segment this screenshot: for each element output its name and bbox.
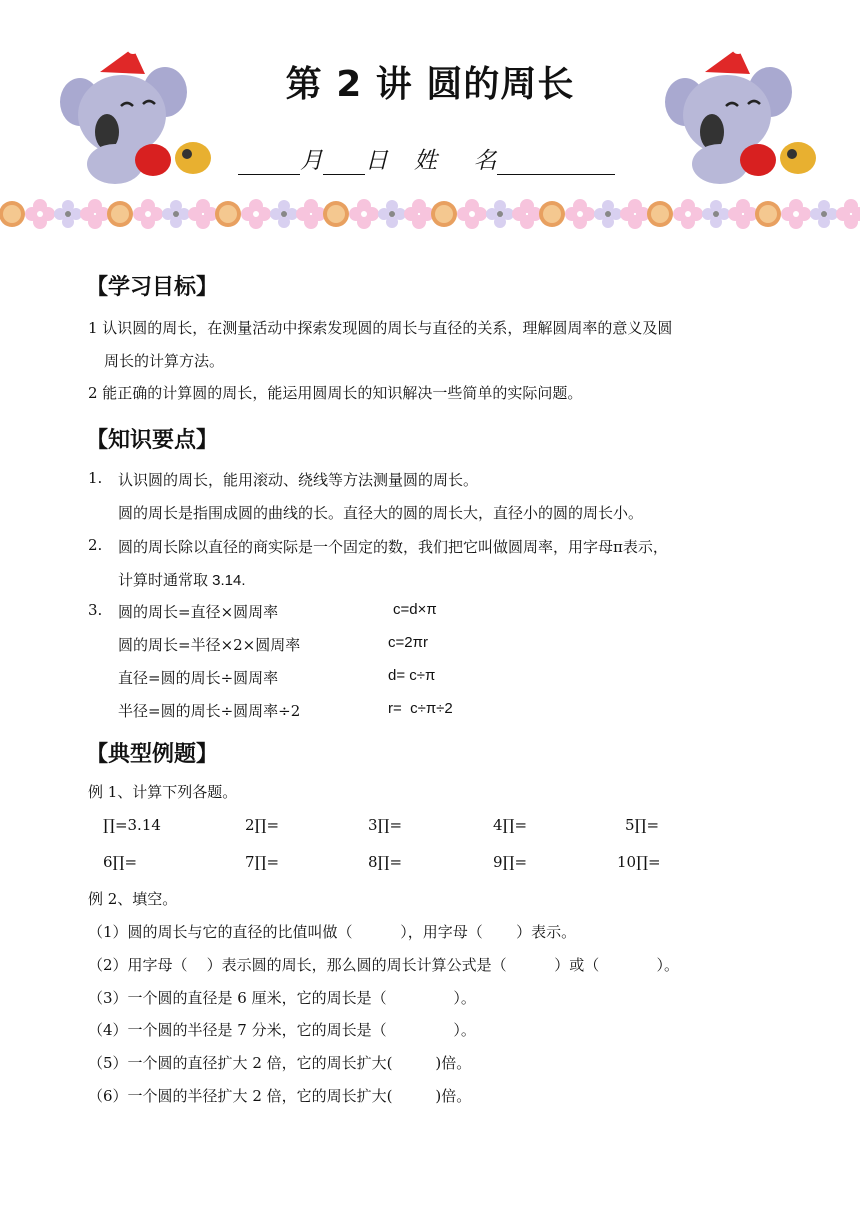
formula-text: 圆的周长=半径×2×圆周率 bbox=[118, 636, 301, 654]
section-heading-examples: 【典型例题】 bbox=[86, 742, 219, 767]
formula-text: 直径=圆的周长÷圆周率 bbox=[118, 669, 279, 687]
page-title: 第 2 讲 圆的周长 bbox=[285, 64, 575, 105]
point-1-detail: 圆的周长是指围成圆的曲线的长。直径大的圆的周长大，直径小的圆的周长小。 bbox=[118, 504, 644, 522]
point-2-detail: 计算时通常取 3.14. bbox=[118, 572, 246, 589]
point-2-num: 2. bbox=[88, 536, 103, 554]
formula-expression: c=2πr bbox=[388, 634, 428, 651]
ex1-item: 6∏= bbox=[103, 853, 138, 871]
date-name-line bbox=[238, 142, 615, 175]
point-1-num: 1. bbox=[88, 469, 103, 487]
formula-text: 圆的周长=直径×圆周率 bbox=[118, 603, 279, 621]
point-2: 圆的周长除以直径的商实际是一个固定的数，我们把它叫做圆周率，用字母π表示， bbox=[118, 538, 668, 556]
ex1-item: 3∏= bbox=[368, 816, 403, 834]
ex2-question: （4）一个圆的半径是 7 分米，它的周长是（ ）。 bbox=[88, 1021, 476, 1039]
section-heading-points: 【知识要点】 bbox=[86, 428, 219, 453]
ex2-question: （2）用字母（ ）表示圆的周长，那么圆的周长计算公式是（ ）或（ ）。 bbox=[88, 956, 680, 974]
example-1-title: 例 1、计算下列各题。 bbox=[88, 783, 238, 801]
formula-expression: r= c÷π÷2 bbox=[388, 700, 453, 717]
formula-expression: d= c÷π bbox=[388, 667, 436, 684]
point-3-num: 3. bbox=[88, 601, 103, 619]
ex1-item: 5∏= bbox=[625, 816, 660, 834]
section-heading-goals: 【学习目标】 bbox=[86, 275, 219, 300]
goal-2: 2 能正确的计算圆的周长，能运用圆周长的知识解决一些简单的实际问题。 bbox=[88, 384, 583, 402]
ex2-question: （3）一个圆的直径是 6 厘米，它的周长是（ ）。 bbox=[88, 989, 476, 1007]
goal-1-cont: 周长的计算方法。 bbox=[104, 352, 225, 370]
ex1-item: 4∏= bbox=[493, 816, 528, 834]
day-label: 日 bbox=[365, 148, 388, 174]
example-2-title: 例 2、填空。 bbox=[88, 890, 178, 908]
goal-1: 1 认识圆的周长，在测量活动中探索发现圆的周长与直径的关系，理解圆周率的意义及圆 bbox=[88, 319, 673, 337]
ex1-item: 2∏= bbox=[245, 816, 280, 834]
name-label: 姓 名 bbox=[414, 148, 497, 174]
month-label: 月 bbox=[300, 148, 323, 174]
ex2-question: （6）一个圆的半径扩大 2 倍，它的周长扩大( )倍。 bbox=[88, 1087, 472, 1105]
ex2-question: （5）一个圆的直径扩大 2 倍，它的周长扩大( )倍。 bbox=[88, 1054, 472, 1072]
ex1-item: 7∏= bbox=[245, 853, 280, 871]
ex1-item: 9∏= bbox=[493, 853, 528, 871]
ex1-item: 10∏= bbox=[617, 853, 661, 871]
ex1-item: ∏=3.14 bbox=[103, 816, 161, 834]
formula-text: 半径=圆的周长÷圆周率÷2 bbox=[118, 702, 301, 720]
decorative-border bbox=[0, 193, 860, 235]
point-1: 认识圆的周长，能用滚动、绕线等方法测量圆的周长。 bbox=[118, 471, 479, 489]
formula-expression: c=d×π bbox=[393, 601, 437, 618]
ex1-item: 8∏= bbox=[368, 853, 403, 871]
ex2-question: （1）圆的周长与它的直径的比值叫做（ ），用字母（ ）表示。 bbox=[88, 923, 577, 941]
